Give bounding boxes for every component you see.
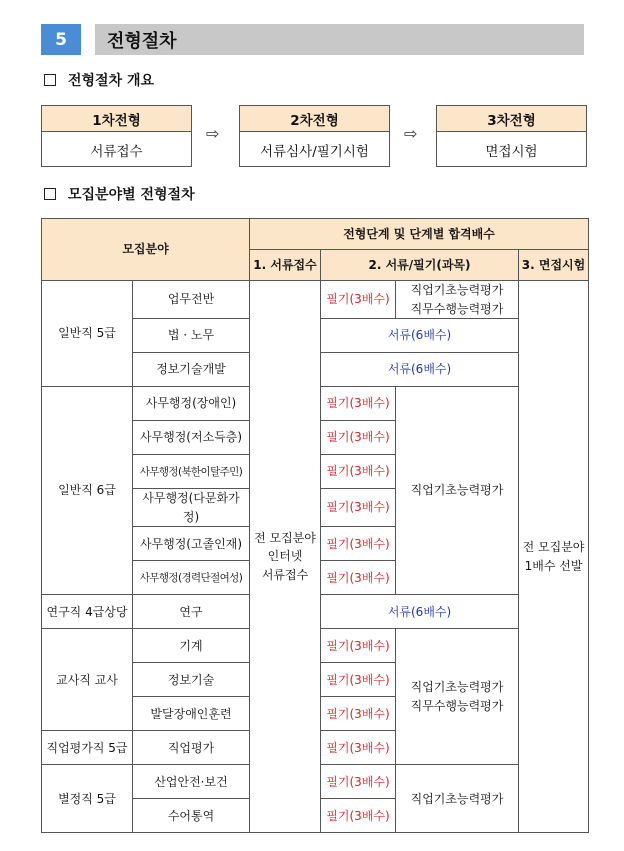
group-label: 일반직 6급 bbox=[42, 387, 133, 595]
header-doc: 1. 서류접수 bbox=[250, 250, 321, 281]
written-cell: 필기(3배수) bbox=[321, 281, 396, 319]
field-name: 사무행정(경력단절여성) bbox=[133, 561, 250, 595]
section-number: 5 bbox=[41, 24, 81, 55]
doc-all-line2: 인터넷 bbox=[267, 549, 303, 564]
doc-6x-cell: 서류(6배수) bbox=[321, 595, 519, 629]
step-1 bbox=[41, 105, 192, 167]
subject-basic: 직업기초능력평가 bbox=[410, 680, 504, 695]
doc-6x-cell: 서류(6배수) bbox=[321, 319, 519, 353]
group-label: 교사직 교사 bbox=[42, 629, 133, 731]
field-name: 연구 bbox=[133, 595, 250, 629]
step-1-desc: 서류접수 bbox=[90, 144, 143, 160]
group-label: 연구직 4급상당 bbox=[42, 595, 133, 629]
written-cell: 필기(3배수) bbox=[321, 387, 396, 421]
subsection-overview bbox=[44, 70, 154, 90]
doc-cell-all bbox=[250, 281, 321, 833]
field-name: 산업안전·보건 bbox=[133, 765, 250, 799]
doc-all-line3: 서류접수 bbox=[261, 567, 309, 582]
subject-performance: 직무수행능력평가 bbox=[410, 698, 504, 713]
arrow-right-icon: ⇨ bbox=[404, 124, 418, 143]
field-name: 업무전반 bbox=[133, 281, 250, 319]
written-cell: 필기(3배수) bbox=[321, 489, 396, 527]
field-name: 사무행정(저소득층) bbox=[133, 421, 250, 455]
step-2-desc: 서류심사/필기시험 bbox=[260, 144, 369, 160]
written-cell: 필기(3배수) bbox=[321, 697, 396, 731]
subject-basic: 직업기초능력평가 bbox=[396, 387, 519, 595]
written-cell: 필기(3배수) bbox=[321, 663, 396, 697]
step-2-stage: 2차전형 bbox=[240, 106, 389, 132]
subsection-by-field-title: 모집분야별 전형절차 bbox=[68, 187, 195, 203]
subject-cell bbox=[396, 629, 519, 765]
subsection-overview-title: 전형절차 개요 bbox=[68, 73, 155, 89]
written-cell: 필기(3배수) bbox=[321, 731, 396, 765]
arrow-right-icon: ⇨ bbox=[206, 124, 220, 143]
written-cell: 필기(3배수) bbox=[321, 765, 396, 799]
written-cell: 필기(3배수) bbox=[321, 421, 396, 455]
subject-cell bbox=[396, 281, 519, 319]
header-interview: 3. 면접시험 bbox=[519, 250, 589, 281]
field-name: 정보기술 bbox=[133, 663, 250, 697]
subject-basic: 직업기초능력평가 bbox=[396, 765, 519, 833]
field-name: 법 · 노무 bbox=[133, 319, 250, 353]
written-cell: 필기(3배수) bbox=[321, 455, 396, 489]
field-name: 발달장애인훈련 bbox=[133, 697, 250, 731]
procedure-table bbox=[41, 218, 589, 833]
header-written: 2. 서류/필기(과목) bbox=[321, 250, 519, 281]
header-stage: 전형단계 및 단계별 합격배수 bbox=[250, 219, 589, 250]
group-label: 일반직 5급 bbox=[42, 281, 133, 387]
subject-performance: 직무수행능력평가 bbox=[410, 301, 504, 316]
field-name: 사무행정(고졸인재) bbox=[133, 527, 250, 561]
subject-basic: 직업기초능력평가 bbox=[410, 283, 504, 297]
written-cell: 필기(3배수) bbox=[321, 799, 396, 833]
field-name: 수어통역 bbox=[133, 799, 250, 833]
doc-6x-cell: 서류(6배수) bbox=[321, 353, 519, 387]
interview-cell-all bbox=[519, 281, 589, 833]
field-name: 기계 bbox=[133, 629, 250, 663]
checkbox-square-icon bbox=[44, 74, 56, 86]
field-name: 사무행정(다문화가정) bbox=[133, 489, 250, 527]
field-name: 사무행정(장애인) bbox=[133, 387, 250, 421]
subsection-by-field bbox=[44, 184, 195, 204]
section-title: 전형절차 bbox=[95, 24, 584, 55]
checkbox-square-icon bbox=[44, 188, 56, 200]
interview-line1: 전 모집분야 bbox=[522, 540, 585, 555]
field-name: 사무행정(북한이탈주민) bbox=[133, 455, 250, 489]
written-cell: 필기(3배수) bbox=[321, 561, 396, 595]
interview-line2: 1배수 선발 bbox=[524, 558, 583, 573]
doc-all-line1: 전 모집분야 bbox=[254, 530, 316, 545]
field-name: 정보기술개발 bbox=[133, 353, 250, 387]
written-cell: 필기(3배수) bbox=[321, 527, 396, 561]
header-field: 모집분야 bbox=[42, 219, 250, 281]
step-3 bbox=[436, 105, 587, 167]
group-label: 직업평가직 5급 bbox=[42, 731, 133, 765]
step-3-desc: 면접시험 bbox=[485, 144, 538, 160]
step-2 bbox=[239, 105, 390, 167]
field-name: 직업평가 bbox=[133, 731, 250, 765]
step-1-stage: 1차전형 bbox=[42, 106, 191, 132]
step-3-stage: 3차전형 bbox=[437, 106, 586, 132]
section-header bbox=[41, 24, 584, 55]
written-cell: 필기(3배수) bbox=[321, 629, 396, 663]
group-label: 별정직 5급 bbox=[42, 765, 133, 833]
